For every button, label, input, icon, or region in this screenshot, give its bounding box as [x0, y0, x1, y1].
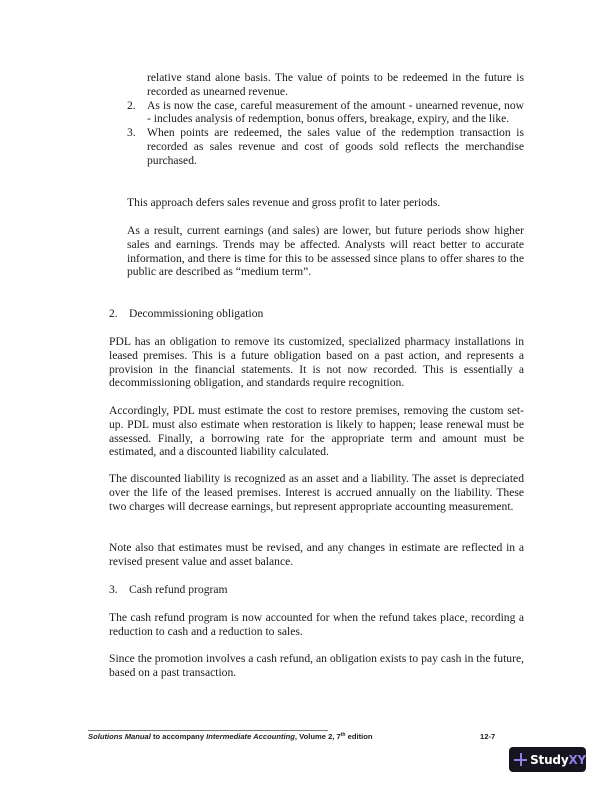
brand-main: Study [530, 752, 569, 767]
brand-accent: XY [568, 752, 586, 767]
list-item-text: When points are redeemed, the sales value of the redemption transaction is recorded as sales revenue and cost of goods sold reflects the merchandise purchased. [147, 126, 524, 167]
section-number: 2. [109, 307, 118, 320]
studyxy-badge[interactable] [509, 747, 586, 772]
footer-book-title: Solutions Manual [88, 732, 151, 741]
page-number: 12-7 [480, 732, 496, 741]
list-item [127, 126, 524, 167]
list-item-number: 2. [127, 98, 136, 112]
footer-text-segment: to accompany [150, 732, 207, 741]
paragraph-result-earnings: As a result, current earnings (and sales) are lower, but future periods show higher sales and earnings. Trends may be affected. Analysts will react better to accurate information, and there is time for this to be assessed since plans to offer shares to the public are described as “medium term”. [127, 224, 524, 279]
list-item [127, 99, 524, 127]
list-item-text: As is now the case, careful measurement of the amount - unearned revenue, now - includes analysis of redemption, bonus offers, breakage, expiry, and the like. [147, 98, 524, 126]
paragraph-cash-refund: The cash refund program is now accounted for when the refund takes place, recording a reduction to cash and a reduction to sales. [109, 611, 524, 638]
footer-text-segment: edition [345, 732, 373, 741]
paragraph-defers-revenue: This approach defers sales revenue and gross profit to later periods. [127, 196, 441, 209]
numbered-list [127, 99, 524, 168]
section-heading-decommissioning [109, 307, 263, 321]
list-item-number: 3. [127, 126, 136, 140]
section-number: 3. [109, 583, 118, 596]
section-title: Cash refund program [129, 583, 228, 596]
brand-name [530, 753, 586, 767]
paragraph-obligation: PDL has an obligation to remove its customized, specialized pharmacy installations in leased premises. This is a future obligation based on a past action, and represents a provision in the financial statements. It is not now recorded. This is essentially a decommissioning obligation, and standards require recognition. [109, 335, 524, 390]
footer-textbook-title: Intermediate Accounting [206, 732, 295, 741]
paragraph-discounted-liability: The discounted liability is recognized as an asset and a liability. The asset is depreciated over the life of the leased premises. Interest is accrued annually on the liability. These two charges will decrease earnings, but represent appropriate accounting measurement. [109, 472, 524, 513]
list-item-1-continuation: relative stand alone basis. The value of points to be redeemed in the future is recorded as unearned revenue. [147, 71, 524, 98]
section-title: Decommissioning obligation [129, 307, 264, 320]
paragraph-estimates-revised: Note also that estimates must be revised, and any changes in estimate are reflected in a revised present value and asset balance. [109, 541, 524, 568]
section-heading-cash-refund [109, 583, 228, 597]
paragraph-promotion-obligation: Since the promotion involves a cash refund, an obligation exists to pay cash in the future, based on a past transaction. [109, 652, 524, 679]
footer-text-segment: , Volume 2, 7 [294, 732, 341, 741]
paragraph-estimate-cost: Accordingly, PDL must estimate the cost to restore premises, removing the custom set-up. PDL must also estimate when restoration is likely to happen; lease renewal must be assessed. Finally, a borrowing rate for the appropriate term and amount must be estimated, and a discounted liability calculated. [109, 404, 524, 459]
footer-superscript: th [340, 732, 346, 738]
footer-divider [88, 730, 328, 731]
footer-citation [88, 732, 373, 741]
plus-icon [514, 753, 526, 766]
